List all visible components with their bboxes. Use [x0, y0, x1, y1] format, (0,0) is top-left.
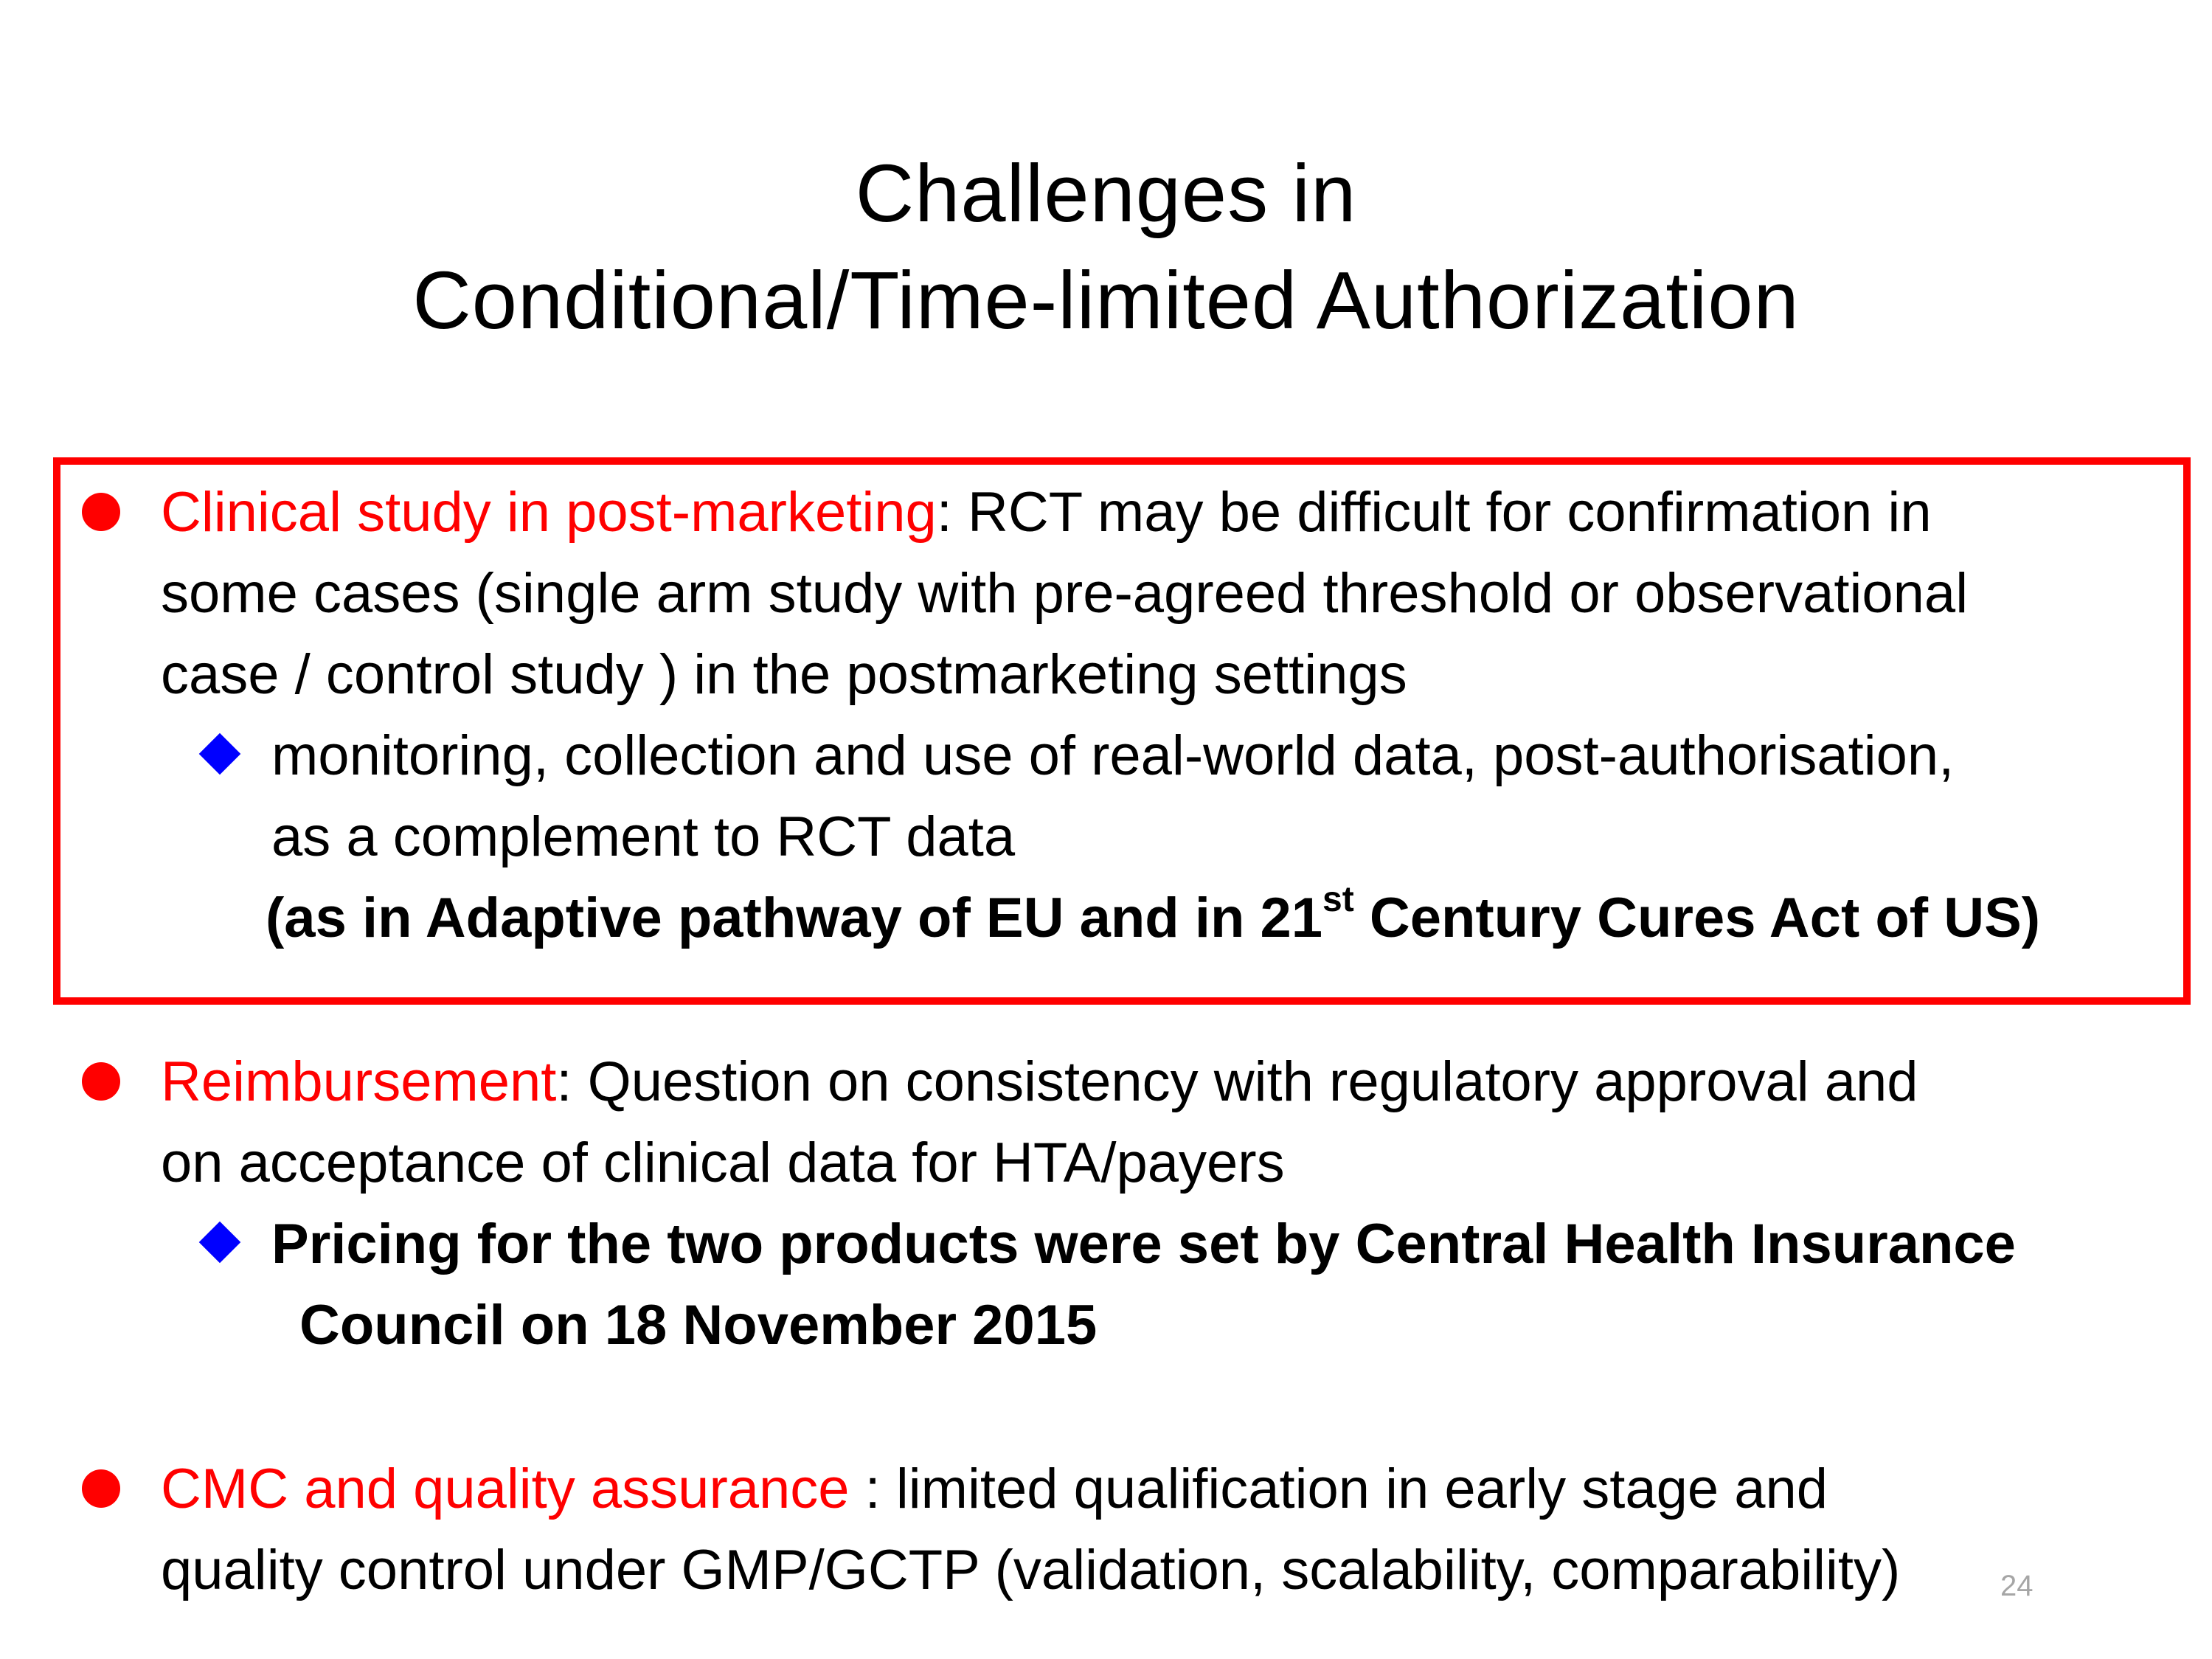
page-number: 24 [2000, 1570, 2034, 1602]
bullet-1-text: : RCT may be difficult for confirmation in [936, 481, 1932, 544]
bullet-1-line-3: case / control study ) in the postmarketing settings [161, 643, 1407, 706]
note-text-before: (as in Adaptive pathway of EU and in 21 [266, 887, 1323, 949]
bullet-2-line-1 [161, 1042, 1918, 1123]
bullet-3-heading: CMC and quality assurance [161, 1458, 850, 1520]
sub-bullet-2-line-2: Council on 18 November 2015 [299, 1294, 1098, 1357]
sub-bullet-2-line-1: Pricing for the two products were set by Central Health Insurance [271, 1213, 2016, 1275]
bullet-3-line-1 [161, 1449, 1828, 1530]
bullet-1-heading: Clinical study in post-marketing [161, 481, 937, 544]
red-bullet-icon [82, 1062, 120, 1101]
red-bullet-icon [82, 1469, 120, 1508]
bullet-2-text: : Question on consistency with regulatory approval and [556, 1050, 1918, 1113]
bullet-2-heading: Reimbursement [161, 1050, 557, 1113]
bullet-1-line-2: some cases (single arm study with pre-agreed threshold or observational [161, 562, 1969, 625]
bullet-2-line-2: on acceptance of clinical data for HTA/payers [161, 1132, 1285, 1194]
sub-bullet-1-note [266, 878, 2040, 959]
slide-title-line-2: Conditional/Time-limited Authorization [412, 255, 1800, 346]
sub-bullet-1-line-1: monitoring, collection and use of real-world data, post-authorisation, [271, 724, 1955, 787]
bullet-3-text: : limited qualification in early stage and [849, 1458, 1828, 1520]
note-superscript: st [1322, 880, 1354, 919]
blue-diamond-bullet-icon [199, 1222, 241, 1264]
red-bullet-icon [82, 493, 120, 531]
note-text-after: Century Cures Act of US) [1353, 887, 2041, 949]
sub-bullet-1-line-2: as a complement to RCT data [271, 806, 1016, 868]
bullet-1-line-1 [161, 472, 1932, 553]
bullet-3-line-2: quality control under GMP/GCTP (validation, scalability, comparability) [161, 1539, 1901, 1601]
slide-title-line-1: Challenges in [855, 148, 1357, 239]
slide-title [0, 140, 2212, 354]
